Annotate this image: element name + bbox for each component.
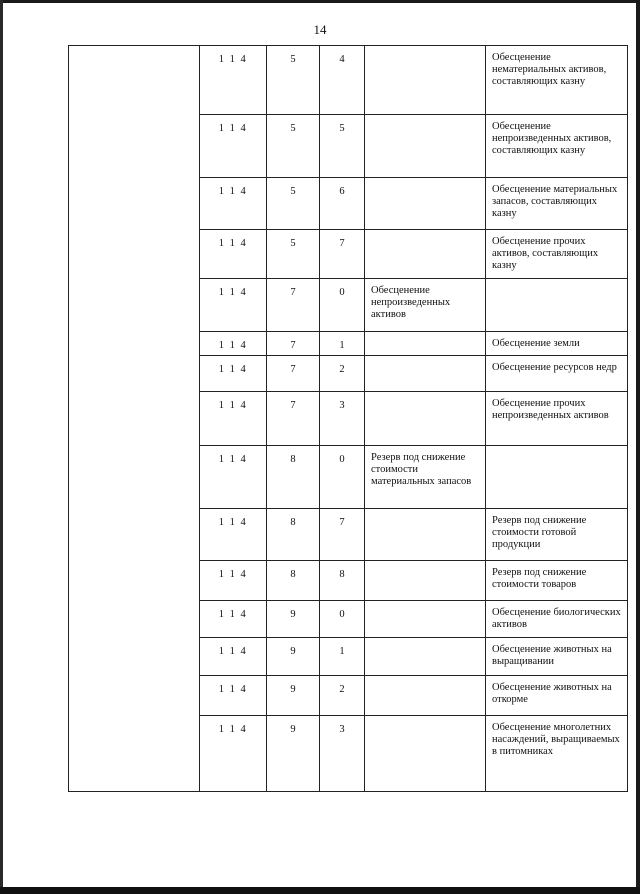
digit-cell: 9 (267, 676, 320, 716)
accounts-table (68, 45, 628, 792)
code-cell: 1 1 4 (200, 638, 267, 676)
digit-cell: 1 (320, 332, 365, 356)
subaccount-name-cell (486, 446, 628, 509)
subaccount-name-cell: Обесценение биологических активов (486, 601, 628, 638)
scan-edge-bottom (0, 887, 640, 894)
code-cell: 1 1 4 (200, 601, 267, 638)
digit-cell: 0 (320, 446, 365, 509)
code-cell: 1 1 4 (200, 230, 267, 279)
subaccount-name-cell: Обесценение прочих активов, составляющих казну (486, 230, 628, 279)
digit-cell: 8 (267, 446, 320, 509)
digit-cell: 7 (320, 509, 365, 561)
digit-cell: 9 (267, 638, 320, 676)
digit-cell: 9 (267, 716, 320, 792)
account-name-cell (365, 46, 486, 115)
digit-cell: 8 (267, 509, 320, 561)
digit-cell: 8 (320, 561, 365, 601)
code-cell: 1 1 4 (200, 676, 267, 716)
account-name-cell (365, 509, 486, 561)
digit-cell: 5 (267, 230, 320, 279)
subaccount-name-cell: Обесценение нематериальных активов, составляющих казну (486, 46, 628, 115)
account-name-cell (365, 392, 486, 446)
subaccount-name-cell: Обесценение прочих непроизведенных активов (486, 392, 628, 446)
account-name-cell (365, 115, 486, 178)
digit-cell: 1 (320, 638, 365, 676)
digit-cell: 6 (320, 178, 365, 230)
subaccount-name-cell (486, 279, 628, 332)
digit-cell: 7 (320, 230, 365, 279)
account-name-cell (365, 716, 486, 792)
account-name-cell (365, 230, 486, 279)
account-name-cell (365, 676, 486, 716)
code-cell: 1 1 4 (200, 356, 267, 392)
code-cell: 1 1 4 (200, 561, 267, 601)
account-name-cell (365, 332, 486, 356)
code-cell: 1 1 4 (200, 509, 267, 561)
code-cell: 1 1 4 (200, 46, 267, 115)
digit-cell: 3 (320, 392, 365, 446)
digit-cell: 5 (267, 178, 320, 230)
subaccount-name-cell: Обесценение многолетних насаждений, выращиваемых в питомниках (486, 716, 628, 792)
left-blank-column (69, 46, 200, 792)
digit-cell: 5 (320, 115, 365, 178)
account-name-cell (365, 601, 486, 638)
code-cell: 1 1 4 (200, 392, 267, 446)
code-cell: 1 1 4 (200, 332, 267, 356)
digit-cell: 7 (267, 392, 320, 446)
digit-cell: 7 (267, 332, 320, 356)
subaccount-name-cell: Обесценение материальных запасов, составляющих казну (486, 178, 628, 230)
code-cell: 1 1 4 (200, 178, 267, 230)
digit-cell: 5 (267, 46, 320, 115)
digit-cell: 2 (320, 676, 365, 716)
page-number: 14 (313, 22, 327, 37)
digit-cell: 2 (320, 356, 365, 392)
account-name-cell (365, 356, 486, 392)
digit-cell: 8 (267, 561, 320, 601)
subaccount-name-cell: Обесценение земли (486, 332, 628, 356)
scan-edge-left (0, 0, 3, 894)
subaccount-name-cell: Резерв под снижение стоимости товаров (486, 561, 628, 601)
digit-cell: 9 (267, 601, 320, 638)
account-name-cell: Обесценение непроизведенных активов (365, 279, 486, 332)
account-name-cell (365, 178, 486, 230)
code-cell: 1 1 4 (200, 115, 267, 178)
digit-cell: 0 (320, 279, 365, 332)
digit-cell: 0 (320, 601, 365, 638)
code-cell: 1 1 4 (200, 279, 267, 332)
subaccount-name-cell: Обесценение животных на выращивании (486, 638, 628, 676)
table-row (69, 46, 628, 115)
digit-cell: 5 (267, 115, 320, 178)
scan-edge-right (636, 0, 640, 894)
subaccount-name-cell: Обесценение животных на откорме (486, 676, 628, 716)
subaccount-name-cell: Обесценение непроизведенных активов, составляющих казну (486, 115, 628, 178)
subaccount-name-cell: Резерв под снижение стоимости готовой продукции (486, 509, 628, 561)
digit-cell: 4 (320, 46, 365, 115)
account-name-cell (365, 561, 486, 601)
digit-cell: 7 (267, 356, 320, 392)
scan-edge-top (0, 0, 640, 3)
subaccount-name-cell: Обесценение ресурсов недр (486, 356, 628, 392)
digit-cell: 3 (320, 716, 365, 792)
code-cell: 1 1 4 (200, 716, 267, 792)
account-name-cell: Резерв под снижение стоимости материальных запасов (365, 446, 486, 509)
account-name-cell (365, 638, 486, 676)
digit-cell: 7 (267, 279, 320, 332)
code-cell: 1 1 4 (200, 446, 267, 509)
